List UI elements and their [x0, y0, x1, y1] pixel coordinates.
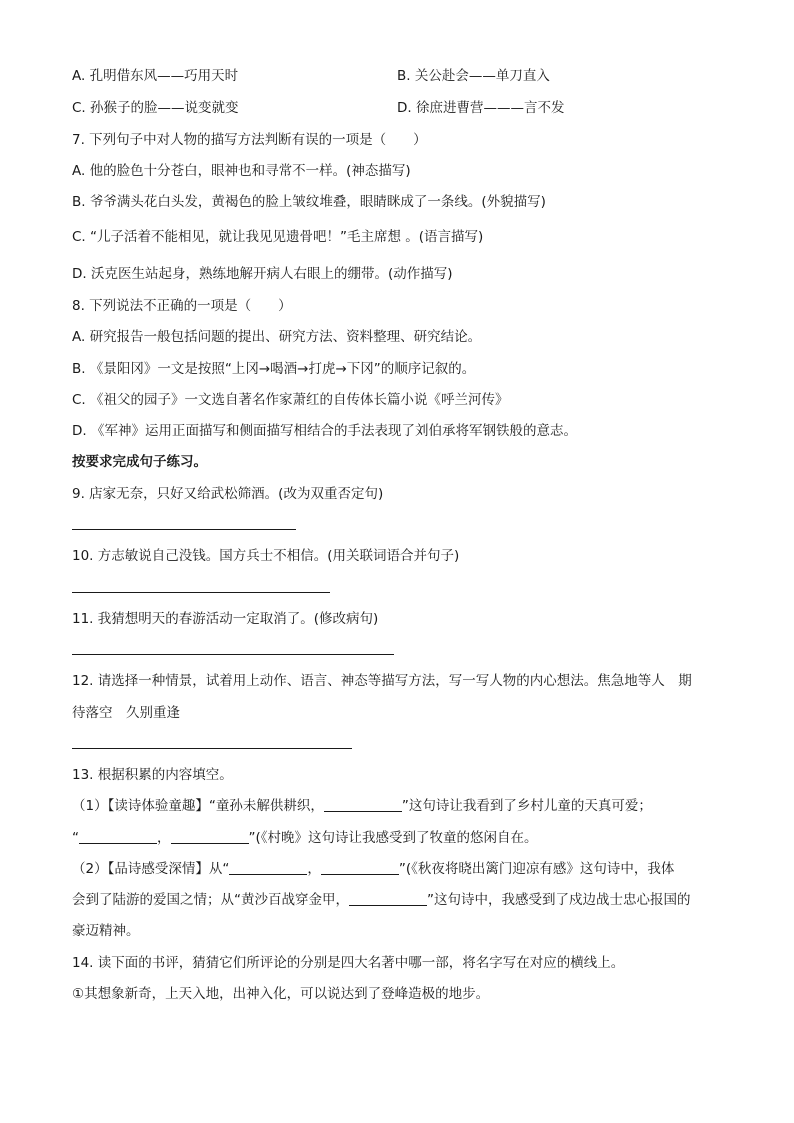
q11-question: 11. 我猜想明天的春游活动一定取消了。(修改病句): [72, 611, 379, 627]
q13-blank-1[interactable]: [324, 797, 402, 812]
q12-question-line2: 待落空 久别重逢: [72, 705, 180, 721]
q8-option-d: D. 《军神》运用正面描写和侧面描写相结合的手法表现了刘伯承将军钢铁般的意志。: [72, 423, 577, 439]
q13-p1-text-a: （1）【读诗体验童趣】“童孙未解供耕织，: [72, 798, 324, 814]
q6-option-c: C. 孙猴子的脸——说变就变: [72, 100, 239, 116]
section-title-text: 按要求完成句子练习。: [72, 454, 207, 470]
q8-option-a: A. 研究报告一般包括问题的提出、研究方法、资料整理、研究结论。: [72, 329, 482, 345]
q13-blank-3[interactable]: [171, 829, 249, 844]
q13-p2-text-b: ，: [307, 861, 321, 877]
q12-question-line1: 12. 请选择一种情景，试着用上动作、语言、神态等描写方法，写一写人物的内心想法。焦急地等人 期: [72, 673, 692, 689]
q11-answer-line[interactable]: [72, 654, 394, 655]
q13-blank-4[interactable]: [229, 860, 307, 875]
q8-option-b: B. 《景阳冈》一文是按照“上冈→喝酒→打虎→下冈”的顺序记叙的。: [72, 361, 476, 377]
q7-option-c: C. “儿子活着不能相见，就让我见见遗骨吧！”毛主席想 。(语言描写): [72, 229, 484, 245]
q10-question: 10. 方志敏说自己没钱。国方兵士不相信。(用关联词语合并句子): [72, 548, 460, 564]
q10-answer-line[interactable]: [72, 592, 330, 593]
section-title: [72, 453, 207, 471]
q6-option-a: A. 孔明借东风——巧用天时: [72, 68, 239, 84]
q13-blank-6[interactable]: [349, 891, 427, 906]
q13-blank-5[interactable]: [321, 860, 399, 875]
q13-part2-line1: [72, 860, 674, 878]
q13-part1-line2: [72, 829, 538, 847]
q13-p2-text-c: ”(《秋夜将晓出篱门迎凉有感》这句诗中，我体: [398, 861, 675, 877]
q7-stem: 7. 下列句子中对人物的描写方法判断有误的一项是（ ）: [72, 132, 427, 148]
q13-blank-2[interactable]: [79, 829, 157, 844]
q9-question: 9. 店家无奈，只好又给武松筛酒。(改为双重否定句): [72, 486, 384, 502]
q14-stem: 14. 读下面的书评，猜猜它们所评论的分别是四大名著中哪一部，将名字写在对应的横线上。: [72, 955, 625, 971]
q8-stem: 8. 下列说法不正确的一项是（ ）: [72, 298, 292, 314]
q13-p1-text-b: ”这句诗让我看到了乡村儿童的天真可爱；: [401, 798, 652, 814]
q13-p1-text-c: “: [72, 830, 79, 846]
q13-stem: 13. 根据积累的内容填空。: [72, 767, 233, 783]
q13-p1-text-d: ，: [157, 830, 171, 846]
q6-option-b: B. 关公赴会——单刀直入: [397, 68, 550, 84]
q6-option-d: D. 徐庶进曹营———言不发: [397, 100, 565, 116]
q7-option-b: B. 爷爷满头花白头发，黄褐色的脸上皱纹堆叠，眼睛眯成了一条线。(外貌描写): [72, 194, 546, 210]
q13-part2-line2: [72, 891, 691, 909]
q7-option-d: D. 沃克医生站起身，熟练地解开病人右眼上的绷带。(动作描写): [72, 266, 453, 282]
q9-answer-line[interactable]: [72, 529, 296, 530]
q7-option-a: A. 他的脸色十分苍白，眼神也和寻常不一样。(神态描写): [72, 163, 411, 179]
q14-item-1: ①其想象新奇，上天入地，出神入化，可以说达到了登峰造极的地步。: [72, 986, 490, 1002]
q13-part1-line1: [72, 797, 652, 815]
q13-p2-text-a: （2）【品诗感受深情】从“: [72, 861, 230, 877]
q12-answer-line[interactable]: [72, 748, 352, 749]
q13-p2-text-e: ”这句诗中，我感受到了戍边战士忠心报国的: [427, 892, 691, 908]
q13-p1-text-e: ”(《村晚》这句诗让我感受到了牧童的悠闲自在。: [248, 830, 538, 846]
q8-option-c: C. 《祖父的园子》一文选自著名作家萧红的自传体长篇小说《呼兰河传》: [72, 392, 509, 408]
q13-p2-text-d: 会到了陆游的爱国之情；从“黄沙百战穿金甲，: [72, 892, 349, 908]
q13-part2-line3: 豪迈精神。: [72, 923, 140, 939]
